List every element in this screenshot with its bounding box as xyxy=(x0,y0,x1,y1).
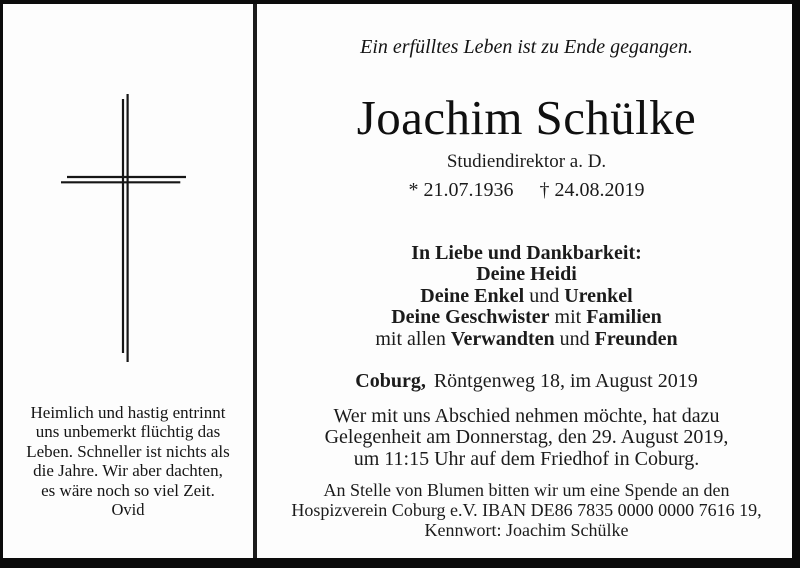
funeral-info xyxy=(261,406,792,470)
family-text: mit xyxy=(549,306,587,329)
dateline-address: Röntgenweg 18, im August 2019 xyxy=(428,370,698,392)
tagline: Ein erfülltes Leben ist zu Ende gegangen. xyxy=(360,36,693,58)
poem-line: Heimlich und hastig entrinnt xyxy=(30,403,226,422)
family-wife: Deine Heidi xyxy=(476,263,577,286)
family-text: Urenkel xyxy=(564,284,633,307)
family-heading: In Liebe und Dankbarkeit: xyxy=(411,242,642,264)
donation-line: Kennwort: Joachim Schülke xyxy=(424,520,629,540)
obituary-card xyxy=(3,4,792,558)
left-column xyxy=(3,4,253,558)
donation-line: An Stelle von Blumen bitten wir um eine Spende an den xyxy=(323,480,730,500)
dateline-city: Coburg, xyxy=(355,370,426,392)
dateline xyxy=(261,371,792,392)
donation-info xyxy=(261,480,792,540)
cross-icon xyxy=(53,89,198,369)
family-siblings xyxy=(261,307,792,328)
death-date: † 24.08.2019 xyxy=(539,179,645,201)
poem-author: Ovid xyxy=(111,500,145,520)
birth-date: * 21.07.1936 xyxy=(408,179,514,201)
poem-line: die Jahre. Wir aber dachten, xyxy=(33,461,223,481)
family-text: und xyxy=(554,327,595,350)
column-divider xyxy=(253,4,257,558)
family-text: Verwandten xyxy=(450,327,555,350)
deceased-name: Joachim Schülke xyxy=(356,90,697,145)
family-text: Deine Geschwister xyxy=(391,306,550,329)
notice-column xyxy=(261,4,792,558)
memorial-poem xyxy=(3,403,253,519)
donation-line: Hospizverein Coburg e.V. IBAN DE86 7835 0000 0000 7616 19, xyxy=(291,500,762,520)
family-text: Deine Enkel xyxy=(420,284,525,307)
family-text: Familien xyxy=(586,306,662,329)
family-relatives xyxy=(261,329,792,350)
family-text: und xyxy=(524,284,565,307)
life-dates xyxy=(261,179,792,202)
funeral-line: Gelegenheit am Donnerstag, den 29. August 2019, xyxy=(324,426,729,449)
family-text: mit allen xyxy=(375,327,451,350)
poem-line: es wäre noch so viel Zeit. xyxy=(41,480,215,500)
deceased-title: Studiendirektor a. D. xyxy=(446,151,607,172)
poem-line: uns unbemerkt flüchtig das xyxy=(35,422,221,442)
family-grandchildren xyxy=(261,286,792,307)
poem-line: Leben. Schneller ist nichts als xyxy=(26,441,230,461)
funeral-line: um 11:15 Uhr auf dem Friedhof in Coburg. xyxy=(353,447,700,470)
family-block xyxy=(261,243,792,350)
funeral-line: Wer mit uns Abschied nehmen möchte, hat dazu xyxy=(333,405,720,427)
family-text: Freunden xyxy=(594,327,678,350)
